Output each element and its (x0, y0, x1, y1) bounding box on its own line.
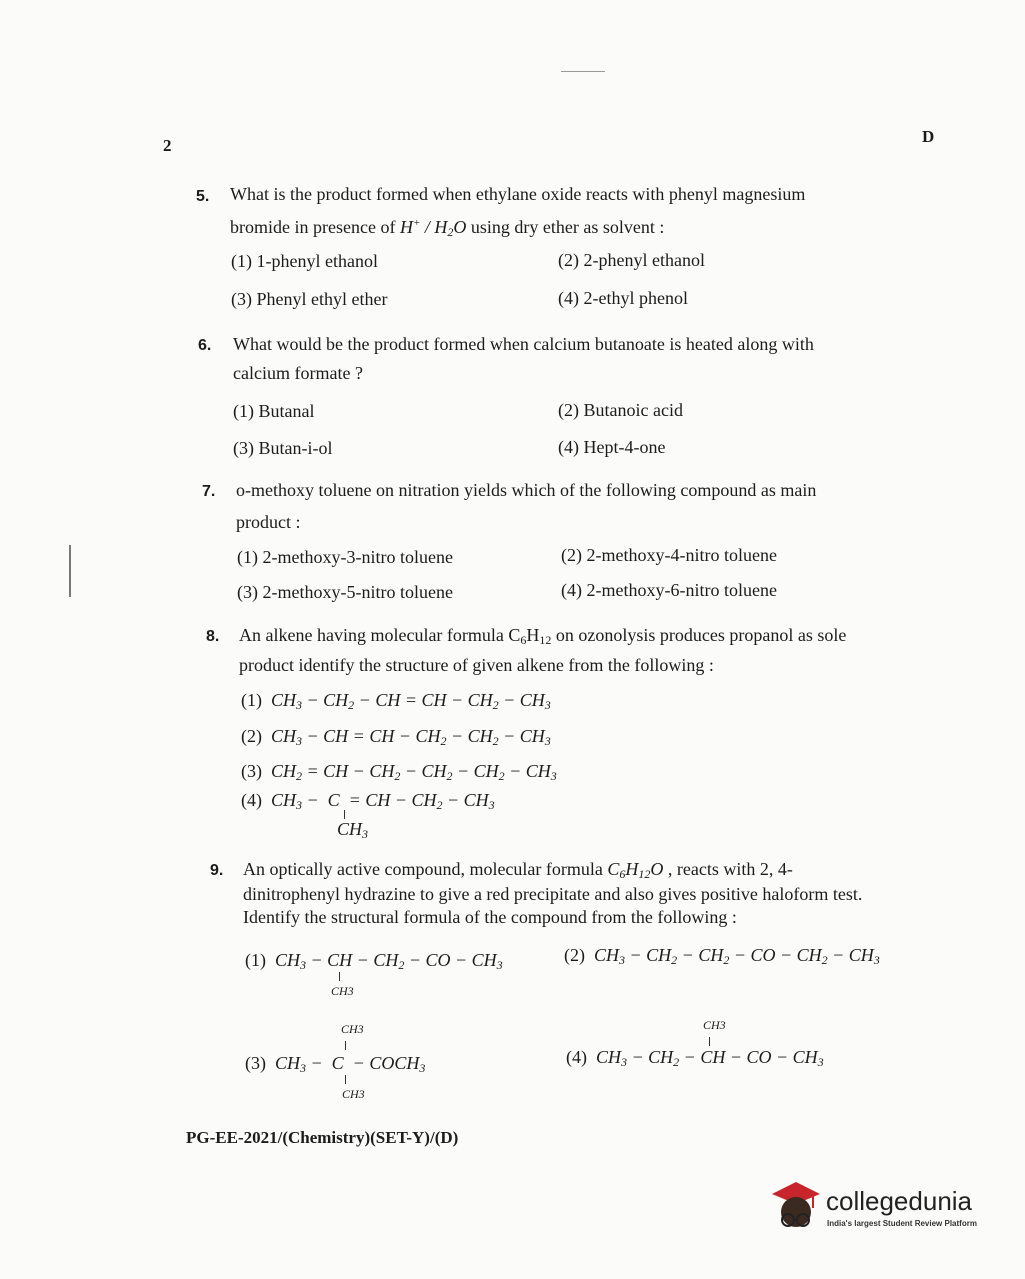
formula: $CH_3 - C$ = CH − $CH_2 - CH_3$ (271, 790, 495, 812)
option-3[interactable]: (3) Butan-i-ol (233, 438, 333, 458)
question-text-line2: product : (236, 512, 301, 532)
option-2[interactable] (564, 945, 880, 968)
branch-methyl: $CH_3$ (337, 819, 369, 841)
branch-methyl-bottom: CH3 (342, 1087, 365, 1101)
option-label: (3) (245, 1053, 266, 1073)
page-number: 2 (163, 136, 172, 155)
bond-line (344, 810, 345, 819)
question-number: 5. (196, 188, 210, 205)
formula: $CH_3$ − CH − $CH_2$ − CO − $CH_3$ (275, 950, 503, 972)
question-number: 7. (202, 483, 216, 500)
question-text: An alkene having molecular formula C6H12 on ozonolysis produces propanol as sole (239, 625, 847, 647)
question-number: 8. (206, 628, 220, 645)
option-2[interactable]: (2) 2-phenyl ethanol (558, 250, 705, 270)
question-text-line2: product identify the structure of given alkene from the following : (239, 655, 714, 675)
option-3[interactable] (245, 1053, 425, 1076)
subscript: 6 (520, 633, 527, 647)
question-text-line2: dinitrophenyl hydrazine to give a red precipitate and also gives positive haloform test. (243, 884, 863, 904)
question-text: What would be the product formed when calcium butanoate is heated along with (233, 334, 814, 354)
text-part: on ozonolysis produces propanol as sole (551, 625, 847, 645)
option-2[interactable]: (2) 2-methoxy-4-nitro toluene (561, 545, 777, 565)
option-label: (2) (564, 945, 585, 965)
option-1[interactable]: (1) 2-methoxy-3-nitro toluene (237, 547, 453, 567)
question-text-line2: calcium formate ? (233, 363, 363, 383)
option-2[interactable]: (2) Butanoic acid (558, 400, 683, 420)
mascot-icon (766, 1172, 824, 1234)
option-1[interactable]: (1) Butanal (233, 401, 315, 421)
bond-line (345, 1041, 346, 1050)
option-4[interactable] (241, 790, 495, 813)
bond-line (345, 1075, 346, 1084)
logo-tagline: India's largest Student Review Platform (827, 1219, 977, 1228)
formula-c6h12o: $C_6H_{12}O$ (607, 859, 664, 881)
question-number: 6. (198, 337, 212, 354)
subscript: 12 (539, 633, 552, 647)
option-3[interactable] (241, 761, 557, 784)
option-1[interactable] (241, 690, 551, 713)
branch-methyl-top: CH3 (341, 1022, 364, 1036)
text-part: bromide in presence of (230, 217, 400, 237)
text-part: using dry ether as solvent : (466, 217, 665, 237)
option-4[interactable] (566, 1047, 824, 1070)
formula: $CH_3$ − CH = CH − $CH_2 - CH_2 - CH_3$ (271, 726, 551, 748)
text-part: An alkene having molecular formula C (239, 625, 521, 645)
option-3[interactable]: (3) Phenyl ethyl ether (231, 289, 388, 309)
branch-methyl: CH3 (331, 984, 354, 998)
formula: $CH_3 - CH_2$ − CH = CH − $CH_2 - CH_3$ (271, 690, 551, 712)
question-text: o-methoxy toluene on nitration yields which of the following compound as main (236, 480, 817, 500)
option-label: (4) (566, 1047, 587, 1067)
formula: $CH_3 - C$ − $COCH_3$ (275, 1053, 426, 1075)
formula-h-plus-water: $H^+ / H_2O$ (399, 217, 467, 239)
option-3[interactable]: (3) 2-methoxy-5-nitro toluene (237, 582, 453, 602)
option-label: (4) (241, 790, 262, 810)
option-4[interactable]: (4) 2-methoxy-6-nitro toluene (561, 580, 777, 600)
option-label: (2) (241, 726, 262, 746)
branch-methyl-top: CH3 (703, 1018, 726, 1032)
question-text-line3: Identify the structural formula of the compound from the following : (243, 907, 737, 927)
question-text-line2 (230, 209, 664, 247)
logo-wordmark: collegedunia (826, 1186, 973, 1216)
margin-mark (69, 545, 71, 597)
text-part: , reacts with 2, 4- (663, 859, 793, 879)
option-label: (1) (241, 690, 262, 710)
question-number: 9. (210, 862, 224, 879)
set-label: D (922, 127, 935, 146)
option-4[interactable]: (4) Hept-4-one (558, 437, 666, 457)
option-1[interactable] (245, 950, 503, 973)
footer-code: PG-EE-2021/(Chemistry)(SET-Y)/(D) (186, 1128, 459, 1147)
option-label: (1) (245, 950, 266, 970)
text-part: An optically active compound, molecular formula (243, 859, 608, 879)
bond-line (709, 1037, 710, 1046)
option-4[interactable]: (4) 2-ethyl phenol (558, 288, 688, 308)
bond-line (339, 972, 340, 981)
option-1[interactable]: (1) 1-phenyl ethanol (231, 251, 378, 271)
formula: $CH_2$ = CH − $CH_2 - CH_2 - CH_2 - CH_3$ (271, 761, 557, 783)
formula: $CH_3 - CH_2$ − CH − CO − $CH_3$ (596, 1047, 824, 1069)
formula: $CH_3 - CH_2 - CH_2$ − CO − $CH_2 - CH_3$ (594, 945, 880, 967)
option-2[interactable] (241, 726, 551, 749)
question-text: What is the product formed when ethylane oxide reacts with phenyl magnesium (230, 184, 806, 204)
option-label: (3) (241, 761, 262, 781)
top-divider (561, 71, 605, 72)
